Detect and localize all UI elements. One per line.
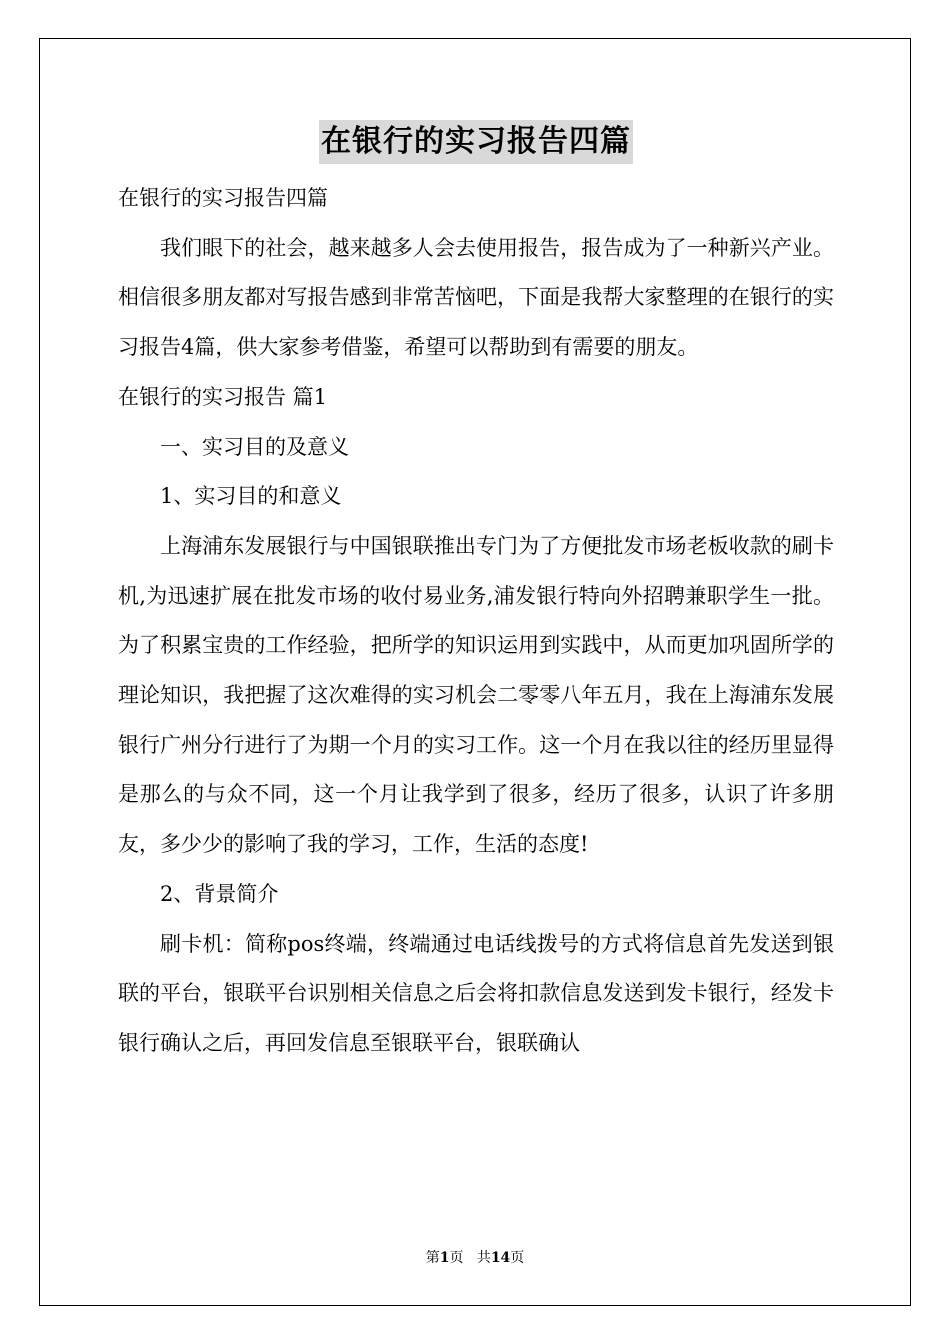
footer-total-pages: 14	[490, 1250, 511, 1266]
paragraph-background: 刷卡机：简称pos终端，终端通过电话线拨号的方式将信息首先发送到银联的平台，银联平台识别相关信息之后会将扣款信息发送到发卡银行，经发卡银行确认之后，再回发信息至银联平台，银联确认	[118, 931, 834, 1055]
intro-paragraph: 我们眼下的社会，越来越多人会去使用报告，报告成为了一种新兴产业。相信很多朋友都对写报告感到非常苦恼吧，下面是我帮大家整理的在银行的实习报告4篇，供大家参考借鉴，希望可以帮助到有需要的朋友。	[118, 235, 834, 360]
footer-page-prefix: 第	[425, 1250, 440, 1266]
page-footer	[0, 1247, 950, 1267]
document-title: 在银行的实习报告四篇	[319, 120, 633, 164]
document-body	[118, 120, 834, 1069]
heading-purpose: 一、实习目的及意义	[160, 434, 349, 459]
footer-page-suffix: 页	[449, 1250, 464, 1266]
paragraph-purpose: 上海浦东发展银行与中国银联推出专门为了方便批发市场老板收款的刷卡机,为迅速扩展在批发市场的收付易业务,浦发银行特向外招聘兼职学生一批。为了积累宝贵的工作经验，把所学的知识运用到实践中，从而更加巩固所学的理论知识，我把握了这次难得的实习机会二零零八年五月，我在上海浦东发展银行广州分行进行了为期一个月的实习工作。这一个月在我以往的经历里显得是那么的与众不同，这一个月让我学到了很多，经历了很多，认识了许多朋友，多少少的影响了我的学习，工作，生活的态度!	[118, 533, 834, 857]
heading-purpose-meaning: 1、实习目的和意义	[160, 484, 342, 509]
title-container	[118, 120, 834, 164]
footer-page-number: 1	[439, 1250, 450, 1266]
document-subtitle: 在银行的实习报告四篇	[118, 186, 328, 210]
section-heading: 在银行的实习报告 篇1	[118, 384, 328, 409]
footer-total-prefix: 共	[476, 1250, 491, 1266]
heading-background: 2、背景简介	[160, 881, 279, 906]
footer-total-suffix: 页	[510, 1250, 525, 1266]
